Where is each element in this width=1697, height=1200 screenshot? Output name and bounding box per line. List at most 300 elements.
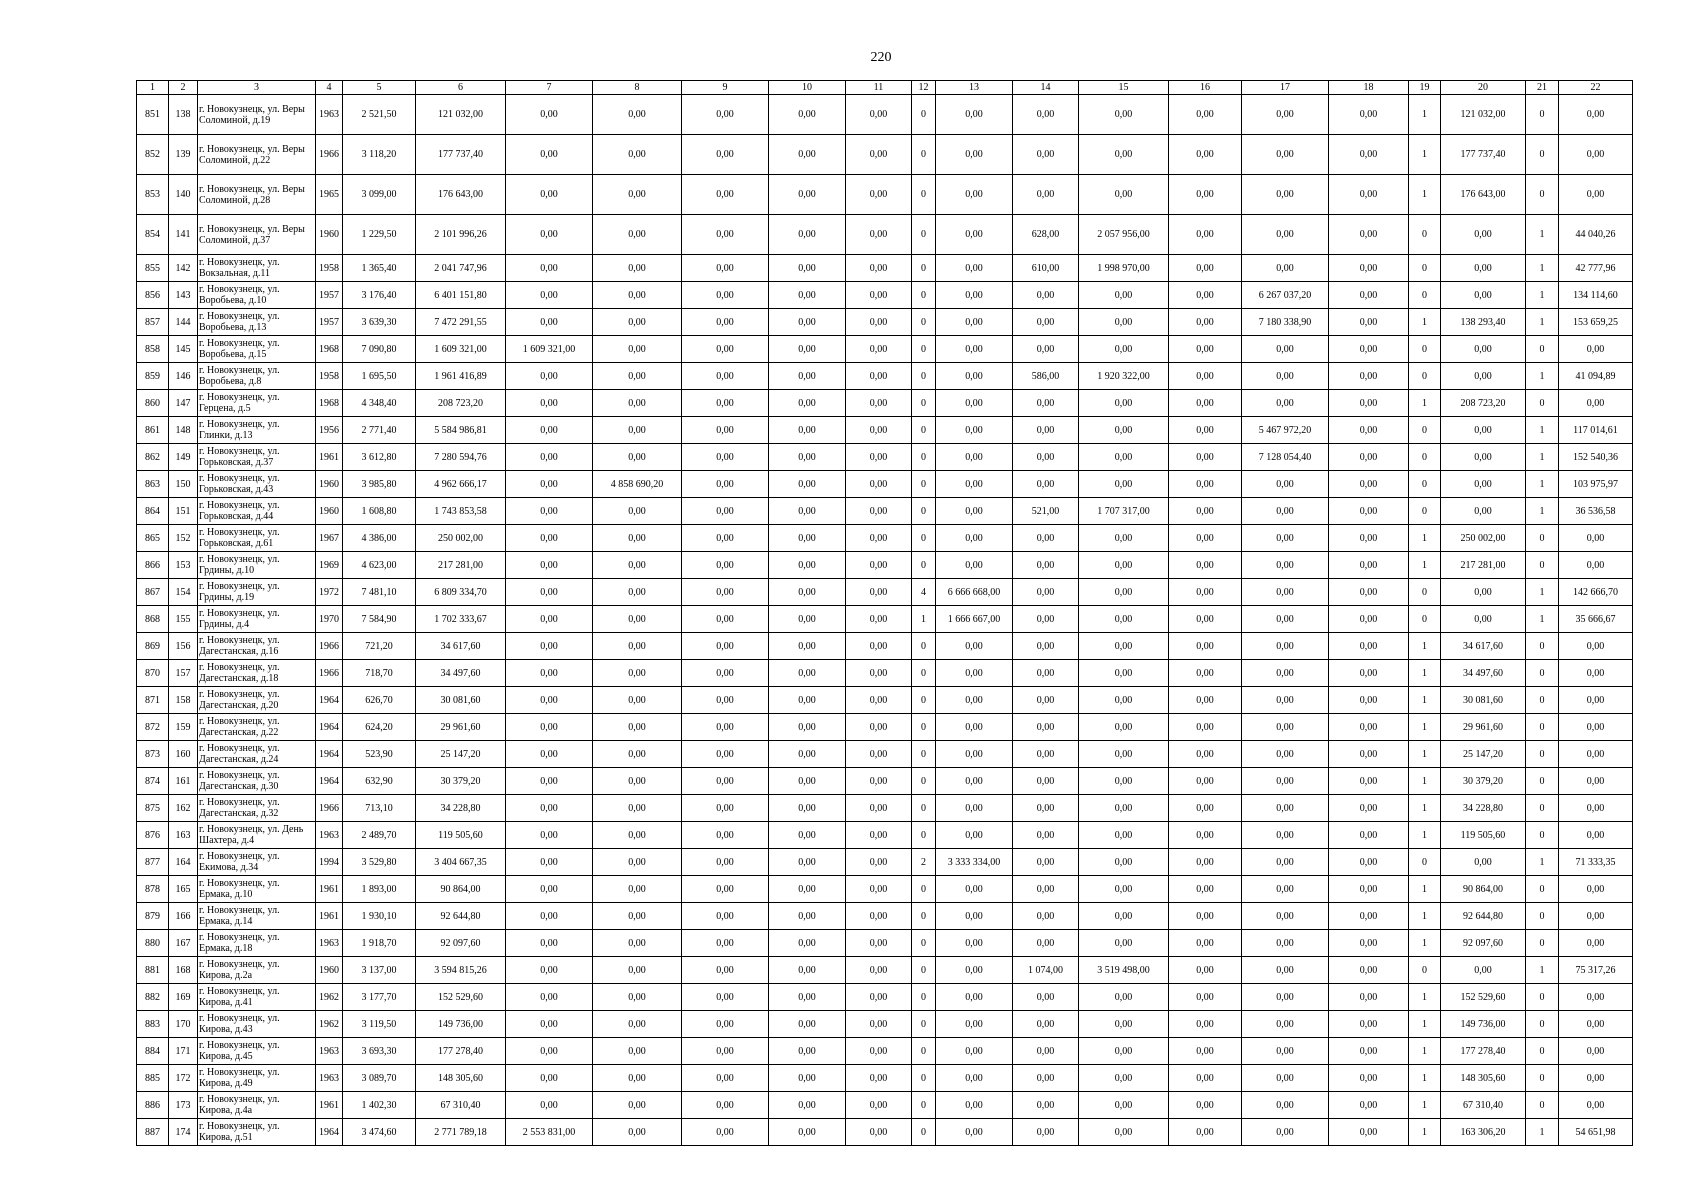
table-cell: 0,00	[506, 795, 593, 822]
table-cell: 0,00	[593, 1065, 682, 1092]
table-cell: 0,00	[1329, 1011, 1409, 1038]
table-row	[137, 984, 1633, 1011]
table-cell: 3 529,80	[343, 849, 416, 876]
table-cell: 1	[1526, 255, 1559, 282]
table-cell: 0,00	[1079, 714, 1169, 741]
table-cell: 853	[137, 175, 169, 215]
column-header: 22	[1559, 81, 1633, 95]
table-cell: 149	[169, 444, 198, 471]
table-cell: 0,00	[936, 768, 1013, 795]
table-cell: 0,00	[769, 525, 846, 552]
table-cell: 880	[137, 930, 169, 957]
table-cell: 0,00	[936, 633, 1013, 660]
table-cell: 0,00	[1242, 633, 1329, 660]
table-cell: 30 379,20	[1441, 768, 1526, 795]
table-cell: 861	[137, 417, 169, 444]
table-cell: 154	[169, 579, 198, 606]
table-cell: 1	[1409, 525, 1441, 552]
table-cell: 0,00	[1329, 525, 1409, 552]
table-cell: 1 918,70	[343, 930, 416, 957]
table-cell: 0,00	[1242, 687, 1329, 714]
table-cell: 0,00	[593, 417, 682, 444]
table-cell: 0,00	[1169, 741, 1242, 768]
table-cell: 149 736,00	[416, 1011, 506, 1038]
address-cell: г. Новокузнецк, ул. Ермака, д.10	[198, 876, 316, 903]
table-cell: 0	[912, 930, 936, 957]
table-cell: 0,00	[506, 255, 593, 282]
table-cell: 1963	[316, 822, 343, 849]
table-cell: 4 962 666,17	[416, 471, 506, 498]
table-cell: 0,00	[1013, 984, 1079, 1011]
table-cell: 1 074,00	[1013, 957, 1079, 984]
table-cell: 0,00	[1169, 984, 1242, 1011]
table-cell: 1	[1526, 471, 1559, 498]
table-cell: 0	[1526, 687, 1559, 714]
table-cell: 0	[912, 1038, 936, 1065]
table-cell: 0,00	[593, 444, 682, 471]
table-cell: 0,00	[506, 849, 593, 876]
table-cell: 877	[137, 849, 169, 876]
table-cell: 0,00	[593, 984, 682, 1011]
table-cell: 0,00	[1441, 255, 1526, 282]
table-cell: 0,00	[506, 215, 593, 255]
table-cell: 1	[1526, 849, 1559, 876]
table-row	[137, 309, 1633, 336]
table-cell: 0	[912, 795, 936, 822]
table-cell: 1 365,40	[343, 255, 416, 282]
table-cell: 0,00	[769, 714, 846, 741]
table-cell: 0,00	[593, 795, 682, 822]
table-cell: 92 097,60	[416, 930, 506, 957]
column-header: 5	[343, 81, 416, 95]
table-cell: 1970	[316, 606, 343, 633]
table-cell: 0,00	[1329, 215, 1409, 255]
table-cell: 1 402,30	[343, 1092, 416, 1119]
table-cell: 0	[1526, 984, 1559, 1011]
table-cell: 1 695,50	[343, 363, 416, 390]
table-cell: 138	[169, 95, 198, 135]
table-cell: 1 930,10	[343, 903, 416, 930]
table-cell: 0	[912, 336, 936, 363]
table-cell: 0,00	[846, 984, 912, 1011]
table-body	[137, 95, 1633, 1146]
table-cell: 250 002,00	[1441, 525, 1526, 552]
table-cell: 177 278,40	[1441, 1038, 1526, 1065]
table-cell: 1961	[316, 903, 343, 930]
table-cell: 0,00	[1169, 363, 1242, 390]
table-cell: 0,00	[682, 1038, 769, 1065]
table-cell: 161	[169, 768, 198, 795]
table-cell: 1	[1409, 768, 1441, 795]
address-cell: г. Новокузнецк, ул. Горьковская, д.61	[198, 525, 316, 552]
table-cell: 170	[169, 1011, 198, 1038]
table-cell: 0,00	[1169, 444, 1242, 471]
table-cell: 0,00	[769, 498, 846, 525]
table-cell: 0,00	[1441, 336, 1526, 363]
table-row	[137, 876, 1633, 903]
table-cell: 0,00	[846, 768, 912, 795]
table-cell: 0,00	[1013, 444, 1079, 471]
table-cell: 3 119,50	[343, 1011, 416, 1038]
table-cell: 4 858 690,20	[593, 471, 682, 498]
table-cell: 0,00	[1169, 876, 1242, 903]
table-cell: 0,00	[593, 1011, 682, 1038]
table-cell: 0,00	[593, 282, 682, 309]
table-cell: 0,00	[682, 175, 769, 215]
column-header: 7	[506, 81, 593, 95]
table-cell: 0,00	[682, 135, 769, 175]
table-cell: 0,00	[593, 1092, 682, 1119]
table-cell: 1	[1409, 135, 1441, 175]
table-cell: 0,00	[682, 1065, 769, 1092]
table-cell: 713,10	[343, 795, 416, 822]
table-cell: 0,00	[769, 984, 846, 1011]
table-cell: 148 305,60	[416, 1065, 506, 1092]
table-cell: 0,00	[1169, 95, 1242, 135]
table-cell: 0,00	[1329, 282, 1409, 309]
table-cell: 4	[912, 579, 936, 606]
table-cell: 0	[912, 741, 936, 768]
table-cell: 1963	[316, 1065, 343, 1092]
address-cell: г. Новокузнецк, ул. Дагестанская, д.20	[198, 687, 316, 714]
address-cell: г. Новокузнецк, ул. Кирова, д.45	[198, 1038, 316, 1065]
table-cell: 0,00	[593, 822, 682, 849]
table-cell: 0,00	[682, 768, 769, 795]
table-cell: 0,00	[682, 444, 769, 471]
column-header: 14	[1013, 81, 1079, 95]
table-cell: 4 348,40	[343, 390, 416, 417]
table-cell: 0	[1409, 606, 1441, 633]
table-cell: 6 666 668,00	[936, 579, 1013, 606]
table-cell: 0	[912, 282, 936, 309]
table-cell: 0,00	[682, 215, 769, 255]
table-cell: 162	[169, 795, 198, 822]
table-cell: 0,00	[1013, 741, 1079, 768]
table-cell: 2 489,70	[343, 822, 416, 849]
table-cell: 92 644,80	[1441, 903, 1526, 930]
table-cell: 7 584,90	[343, 606, 416, 633]
table-cell: 0,00	[1441, 579, 1526, 606]
table-cell: 7 481,10	[343, 579, 416, 606]
table-cell: 0,00	[769, 444, 846, 471]
table-cell: 0,00	[1169, 687, 1242, 714]
table-cell: 1	[1409, 95, 1441, 135]
table-cell: 0,00	[769, 633, 846, 660]
table-cell: 0,00	[1013, 903, 1079, 930]
table-cell: 881	[137, 957, 169, 984]
table-cell: 0,00	[936, 95, 1013, 135]
table-cell: 0,00	[682, 95, 769, 135]
table-cell: 92 097,60	[1441, 930, 1526, 957]
table-cell: 0,00	[593, 95, 682, 135]
table-cell: 0	[1409, 471, 1441, 498]
table-cell: 92 644,80	[416, 903, 506, 930]
table-cell: 0,00	[682, 1011, 769, 1038]
table-cell: 0,00	[1079, 903, 1169, 930]
table-cell: 0,00	[769, 957, 846, 984]
table-cell: 0,00	[936, 135, 1013, 175]
table-cell: 0,00	[936, 687, 1013, 714]
table-cell: 1969	[316, 552, 343, 579]
data-table	[136, 80, 1633, 1146]
table-cell: 0,00	[769, 215, 846, 255]
table-cell: 0,00	[593, 135, 682, 175]
table-cell: 1	[1409, 1092, 1441, 1119]
table-row	[137, 135, 1633, 175]
table-cell: 0,00	[1242, 876, 1329, 903]
table-cell: 0,00	[1169, 336, 1242, 363]
table-cell: 0,00	[1559, 95, 1633, 135]
column-header: 12	[912, 81, 936, 95]
table-cell: 1994	[316, 849, 343, 876]
address-cell: г. Новокузнецк, ул. Веры Соломиной, д.19	[198, 95, 316, 135]
table-cell: 1965	[316, 175, 343, 215]
table-cell: 0,00	[682, 903, 769, 930]
table-cell: 143	[169, 282, 198, 309]
table-cell: 0	[1526, 903, 1559, 930]
table-cell: 29 961,60	[1441, 714, 1526, 741]
table-cell: 0,00	[1079, 309, 1169, 336]
table-cell: 34 617,60	[416, 633, 506, 660]
table-cell: 0,00	[506, 687, 593, 714]
table-cell: 0,00	[1441, 849, 1526, 876]
table-cell: 1964	[316, 768, 343, 795]
table-cell: 0,00	[936, 282, 1013, 309]
table-cell: 0,00	[769, 849, 846, 876]
table-cell: 0,00	[593, 606, 682, 633]
table-row	[137, 579, 1633, 606]
table-cell: 0,00	[1079, 741, 1169, 768]
table-cell: 0	[912, 1065, 936, 1092]
table-cell: 0,00	[846, 552, 912, 579]
table-cell: 878	[137, 876, 169, 903]
table-cell: 0,00	[936, 309, 1013, 336]
table-cell: 0,00	[593, 390, 682, 417]
table-cell: 0,00	[506, 135, 593, 175]
table-cell: 1960	[316, 957, 343, 984]
table-cell: 117 014,61	[1559, 417, 1633, 444]
table-cell: 0,00	[593, 687, 682, 714]
table-cell: 134 114,60	[1559, 282, 1633, 309]
table-cell: 0,00	[936, 552, 1013, 579]
table-cell: 0,00	[506, 957, 593, 984]
table-cell: 1964	[316, 714, 343, 741]
table-cell: 1962	[316, 984, 343, 1011]
table-cell: 0,00	[1242, 714, 1329, 741]
table-cell: 0,00	[1169, 714, 1242, 741]
table-cell: 3 118,20	[343, 135, 416, 175]
table-cell: 0,00	[1242, 95, 1329, 135]
table-cell: 886	[137, 1092, 169, 1119]
table-cell: 0,00	[593, 1038, 682, 1065]
table-cell: 1	[1409, 1011, 1441, 1038]
table-cell: 521,00	[1013, 498, 1079, 525]
table-cell: 0,00	[769, 930, 846, 957]
table-cell: 0,00	[936, 876, 1013, 903]
table-cell: 0,00	[769, 1038, 846, 1065]
table-cell: 0,00	[1169, 1092, 1242, 1119]
table-cell: 0,00	[1242, 1119, 1329, 1146]
table-cell: 0,00	[1079, 1011, 1169, 1038]
table-cell: 0,00	[1079, 552, 1169, 579]
table-cell: 0,00	[769, 552, 846, 579]
table-cell: 139	[169, 135, 198, 175]
table-cell: 0,00	[1559, 552, 1633, 579]
table-cell: 0,00	[1242, 930, 1329, 957]
table-cell: 0,00	[1079, 525, 1169, 552]
table-cell: 0,00	[1329, 175, 1409, 215]
table-row	[137, 95, 1633, 135]
table-cell: 0,00	[1169, 579, 1242, 606]
table-cell: 0,00	[936, 498, 1013, 525]
table-cell: 0,00	[593, 714, 682, 741]
table-cell: 1	[1526, 579, 1559, 606]
table-cell: 874	[137, 768, 169, 795]
table-cell: 0,00	[593, 741, 682, 768]
table-cell: 0	[1526, 1038, 1559, 1065]
table-cell: 0	[1526, 552, 1559, 579]
table-cell: 0,00	[1169, 930, 1242, 957]
column-header: 21	[1526, 81, 1559, 95]
table-cell: 0	[1409, 363, 1441, 390]
table-cell: 0,00	[936, 390, 1013, 417]
table-cell: 0	[1526, 1092, 1559, 1119]
table-cell: 0,00	[1079, 282, 1169, 309]
table-cell: 0,00	[846, 282, 912, 309]
table-cell: 0,00	[1242, 336, 1329, 363]
table-cell: 0,00	[1329, 1065, 1409, 1092]
table-cell: 0,00	[1169, 525, 1242, 552]
table-cell: 54 651,98	[1559, 1119, 1633, 1146]
table-cell: 0,00	[769, 282, 846, 309]
table-cell: 0,00	[593, 336, 682, 363]
table-cell: 0,00	[846, 687, 912, 714]
table-cell: 0,00	[1559, 930, 1633, 957]
table-cell: 34 228,80	[1441, 795, 1526, 822]
table-cell: 0	[1526, 795, 1559, 822]
table-cell: 721,20	[343, 633, 416, 660]
table-cell: 0,00	[682, 255, 769, 282]
table-cell: 0,00	[506, 95, 593, 135]
table-cell: 0	[1526, 714, 1559, 741]
table-cell: 0,00	[1559, 822, 1633, 849]
table-cell: 0,00	[846, 714, 912, 741]
table-cell: 75 317,26	[1559, 957, 1633, 984]
table-cell: 0,00	[682, 579, 769, 606]
table-cell: 158	[169, 687, 198, 714]
table-cell: 35 666,67	[1559, 606, 1633, 633]
table-cell: 0	[912, 1092, 936, 1119]
table-cell: 871	[137, 687, 169, 714]
table-cell: 1 920 322,00	[1079, 363, 1169, 390]
table-cell: 0,00	[769, 795, 846, 822]
table-cell: 0,00	[769, 660, 846, 687]
table-cell: 0,00	[846, 471, 912, 498]
table-cell: 0	[1409, 282, 1441, 309]
table-cell: 0,00	[682, 552, 769, 579]
table-cell: 0,00	[1242, 606, 1329, 633]
table-cell: 0,00	[846, 525, 912, 552]
table-cell: 0,00	[682, 1119, 769, 1146]
table-cell: 1963	[316, 95, 343, 135]
table-cell: 0,00	[1079, 633, 1169, 660]
table-cell: 34 228,80	[416, 795, 506, 822]
table-cell: 0,00	[506, 903, 593, 930]
address-cell: г. Новокузнецк, ул. Воробьева, д.10	[198, 282, 316, 309]
table-cell: 1961	[316, 876, 343, 903]
table-cell: 6 401 151,80	[416, 282, 506, 309]
table-cell: 1	[1409, 633, 1441, 660]
table-cell: 6 809 334,70	[416, 579, 506, 606]
table-cell: 0,00	[1242, 215, 1329, 255]
table-cell: 0,00	[1169, 660, 1242, 687]
table-cell: 626,70	[343, 687, 416, 714]
table-cell: 0,00	[682, 984, 769, 1011]
table-cell: 523,90	[343, 741, 416, 768]
table-cell: 0,00	[1169, 849, 1242, 876]
table-cell: 0,00	[1329, 363, 1409, 390]
address-cell: г. Новокузнецк, ул. Грдины, д.10	[198, 552, 316, 579]
table-cell: 3 333 334,00	[936, 849, 1013, 876]
address-cell: г. Новокузнецк, ул. Горьковская, д.37	[198, 444, 316, 471]
table-cell: 2 041 747,96	[416, 255, 506, 282]
table-cell: 1967	[316, 525, 343, 552]
table-cell: 174	[169, 1119, 198, 1146]
table-cell: 0,00	[1079, 336, 1169, 363]
table-row	[137, 552, 1633, 579]
table-cell: 1	[1409, 714, 1441, 741]
table-cell: 42 777,96	[1559, 255, 1633, 282]
table-cell: 0,00	[506, 175, 593, 215]
table-cell: 0,00	[1079, 579, 1169, 606]
table-row	[137, 390, 1633, 417]
table-cell: 0,00	[1242, 903, 1329, 930]
table-cell: 30 081,60	[416, 687, 506, 714]
table-cell: 0,00	[1013, 336, 1079, 363]
table-cell: 0,00	[769, 741, 846, 768]
table-cell: 0,00	[936, 795, 1013, 822]
table-row	[137, 633, 1633, 660]
address-cell: г. Новокузнецк, ул. Веры Соломиной, д.22	[198, 135, 316, 175]
table-cell: 2 521,50	[343, 95, 416, 135]
table-cell: 34 497,60	[416, 660, 506, 687]
table-cell: 1961	[316, 444, 343, 471]
table-cell: 0,00	[1079, 984, 1169, 1011]
table-cell: 0,00	[1441, 282, 1526, 309]
table-cell: 0,00	[1242, 768, 1329, 795]
header-row	[137, 81, 1633, 95]
table-cell: 876	[137, 822, 169, 849]
table-cell: 0,00	[1441, 498, 1526, 525]
table-cell: 0,00	[1329, 903, 1409, 930]
table-cell: 0	[1526, 390, 1559, 417]
table-cell: 0	[912, 390, 936, 417]
table-cell: 0,00	[1559, 1065, 1633, 1092]
table-cell: 0,00	[1329, 795, 1409, 822]
table-cell: 0,00	[1329, 930, 1409, 957]
table-cell: 0,00	[1559, 876, 1633, 903]
address-cell: г. Новокузнецк, ул. Дагестанская, д.18	[198, 660, 316, 687]
table-cell: 0,00	[1329, 471, 1409, 498]
table-row	[137, 417, 1633, 444]
table-cell: 0,00	[682, 741, 769, 768]
table-cell: 1	[1409, 1038, 1441, 1065]
table-row	[137, 215, 1633, 255]
table-cell: 0	[1526, 135, 1559, 175]
table-cell: 3 639,30	[343, 309, 416, 336]
address-cell: г. Новокузнецк, ул. Дагестанская, д.16	[198, 633, 316, 660]
table-cell: 0,00	[1079, 1119, 1169, 1146]
